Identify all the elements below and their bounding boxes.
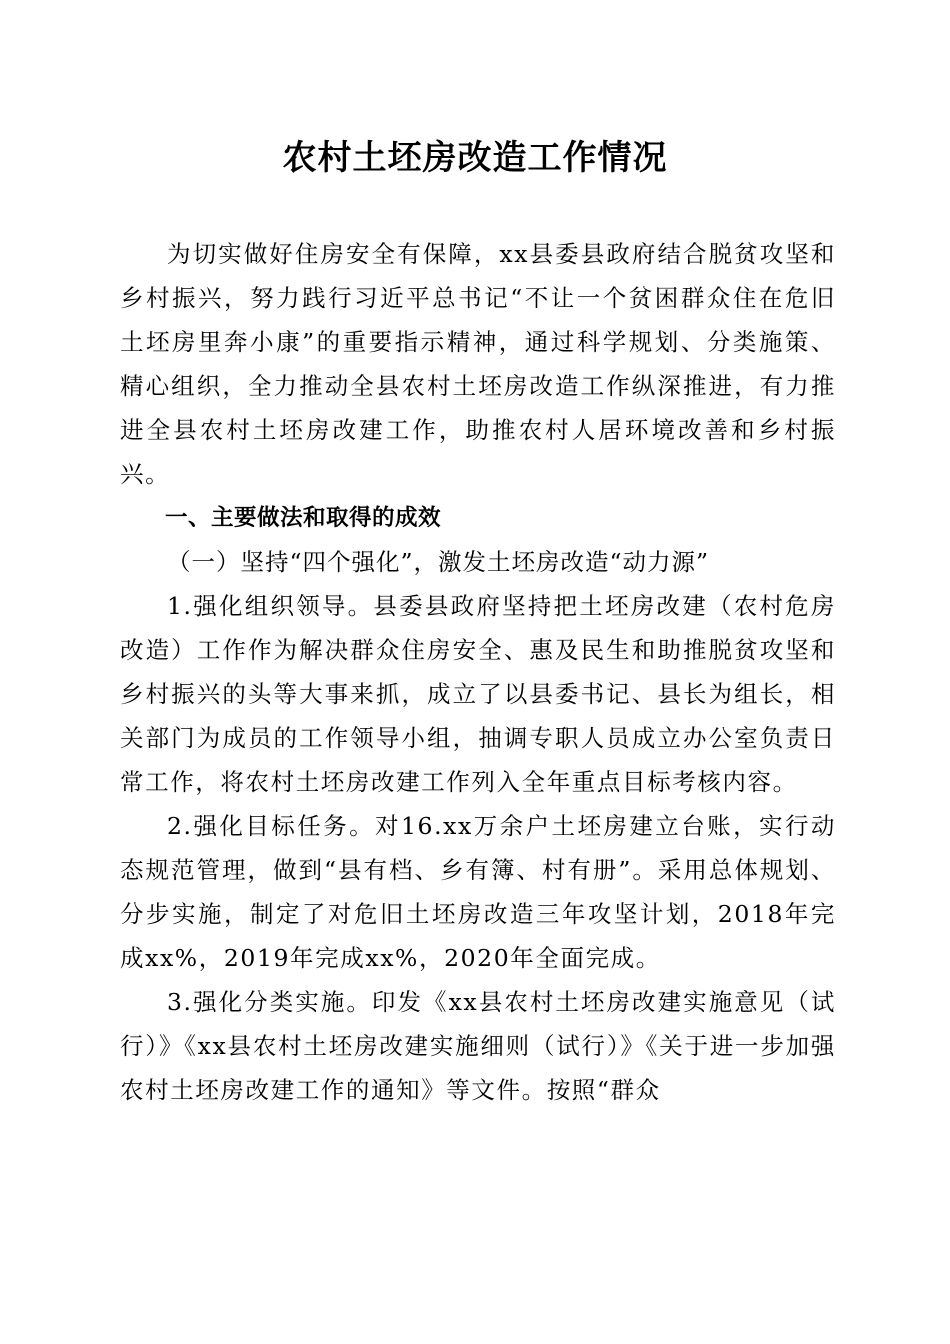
paragraph-classification: 3.强化分类实施。印发《xx县农村土坯房改建实施意见（试行）》《xx县农村土坯房改建实施细则（试行）》《关于进一步加强农村土坯房改建工作的通知》等文件。按照“群众 (120, 988, 836, 1104)
intro-paragraph: 为切实做好住房安全有保障，xx县委县政府结合脱贫攻坚和乡村振兴，努力践行习近平总书记“不让一个贫困群众住在危旧土坯房里奔小康”的重要指示精神，通过科学规划、分类施策、精心组织，全力推动全县农村土坯房改造工作纵深推进，有力推进全县农村土坯房改建工作，助推农村人居环境改善和乡村振兴。 (120, 240, 836, 488)
section-heading: 一、主要做法和取得的成效 (165, 505, 442, 531)
paragraph-organization: 1.强化组织领导。县委县政府坚持把土坯房改建（农村危房改造）工作作为解决群众住房安全、惠及民生和助推脱贫攻坚和乡村振兴的头等大事来抓，成立了以县委书记、县长为组长，相关部门为成员的工作领导小组，抽调专职人员成立办公室负责日常工作，将农村土坯房改建工作列入全年重点目标考核内容。 (120, 592, 836, 796)
document-title: 农村土坯房改造工作情况 (282, 138, 668, 178)
document-body (120, 232, 836, 1112)
subsection-heading: （一）坚持“四个强化”，激发土坯房改造“动力源” (167, 548, 710, 576)
paragraph-targets: 2.强化目标任务。对16.xx万余户土坯房建立台账，实行动态规范管理，做到“县有档、乡有簿、村有册”。采用总体规划、分步实施，制定了对危旧土坯房改造三年攻坚计划，2018年完成xx%，2019年完成xx%，2020年全面完成。 (120, 812, 836, 972)
